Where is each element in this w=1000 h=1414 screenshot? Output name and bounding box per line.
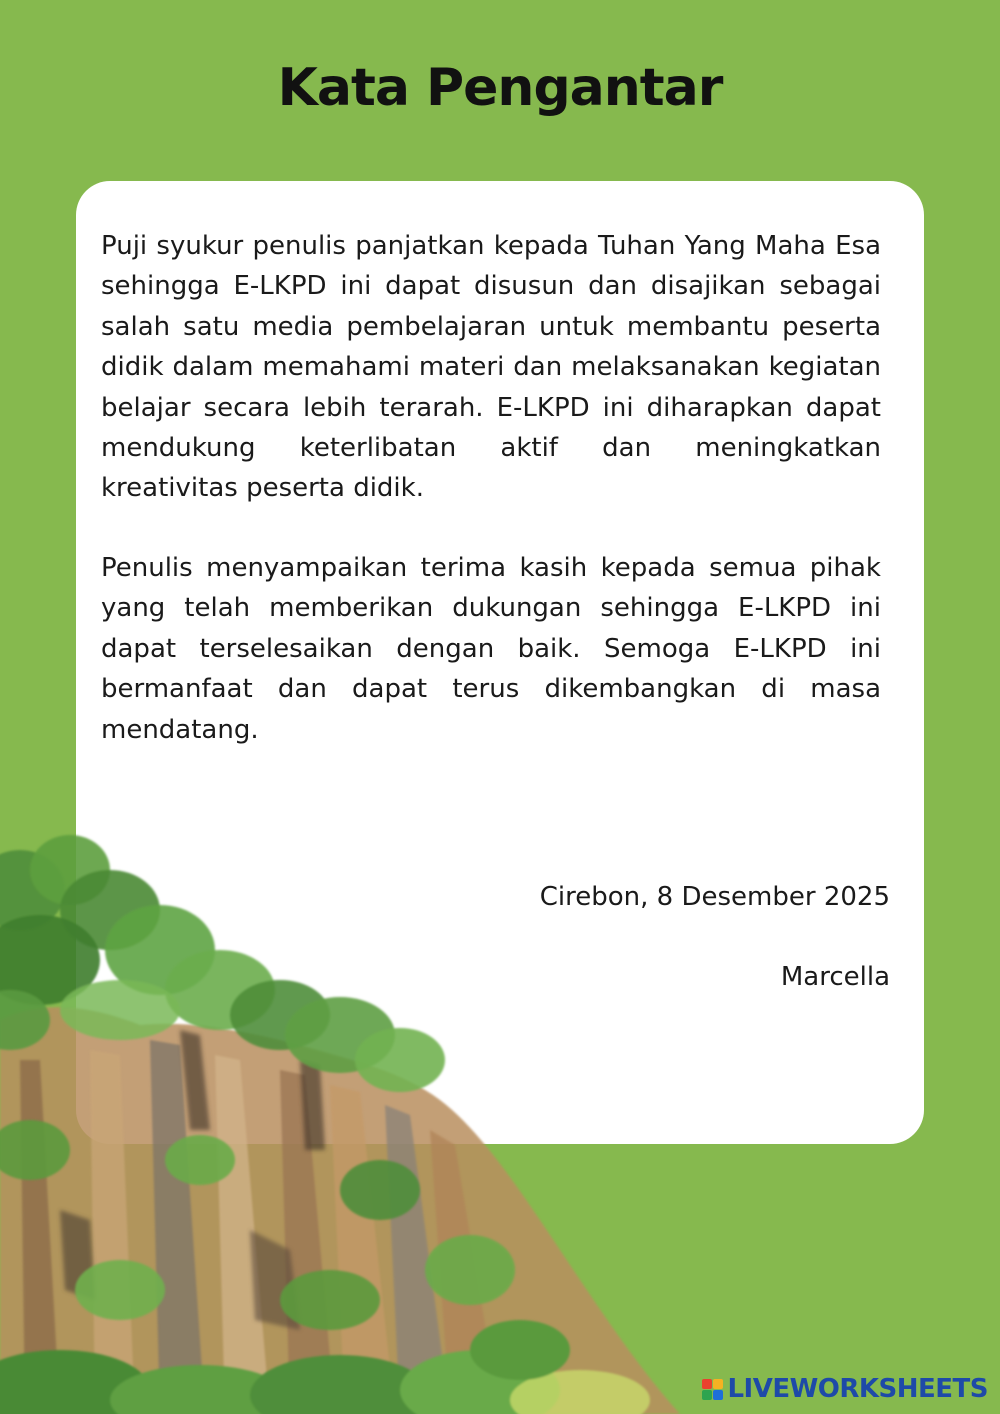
page-title: Kata Pengantar xyxy=(277,58,723,118)
intro-paragraph: Puji syukur penulis panjatkan kepada Tuhan Yang Maha Esa sehingga E-LKPD ini dapat disusun dan disajikan sebagai salah satu media pembelajaran untuk membantu peserta didik dalam memahami materi dan melaksanakan kegiatan belajar secara lebih terarah. E-LKPD ini diharapkan dapat mendukung keterlibatan aktif dan meningkatkan kreativitas peserta didik. xyxy=(101,231,881,504)
thanks-paragraph: Penulis menyampaikan terima kasih kepada semua pihak yang telah memberikan dukungan sehingga E-LKPD ini dapat terselesaikan dengan baik. Semoga E-LKPD ini bermanfaat dan dapat terus dikembangkan di masa mendatang. xyxy=(101,553,881,745)
liveworksheets-watermark[interactable] xyxy=(702,1374,988,1404)
liveworksheets-logo-icon xyxy=(702,1379,723,1400)
watercolor-cliff-forest-illustration xyxy=(0,830,700,1414)
place-date: Cirebon, 8 Desember 2025 xyxy=(539,882,890,912)
liveworksheets-brand-text: LIVEWORKSHEETS xyxy=(727,1374,988,1404)
author-name: Marcella xyxy=(780,962,890,992)
